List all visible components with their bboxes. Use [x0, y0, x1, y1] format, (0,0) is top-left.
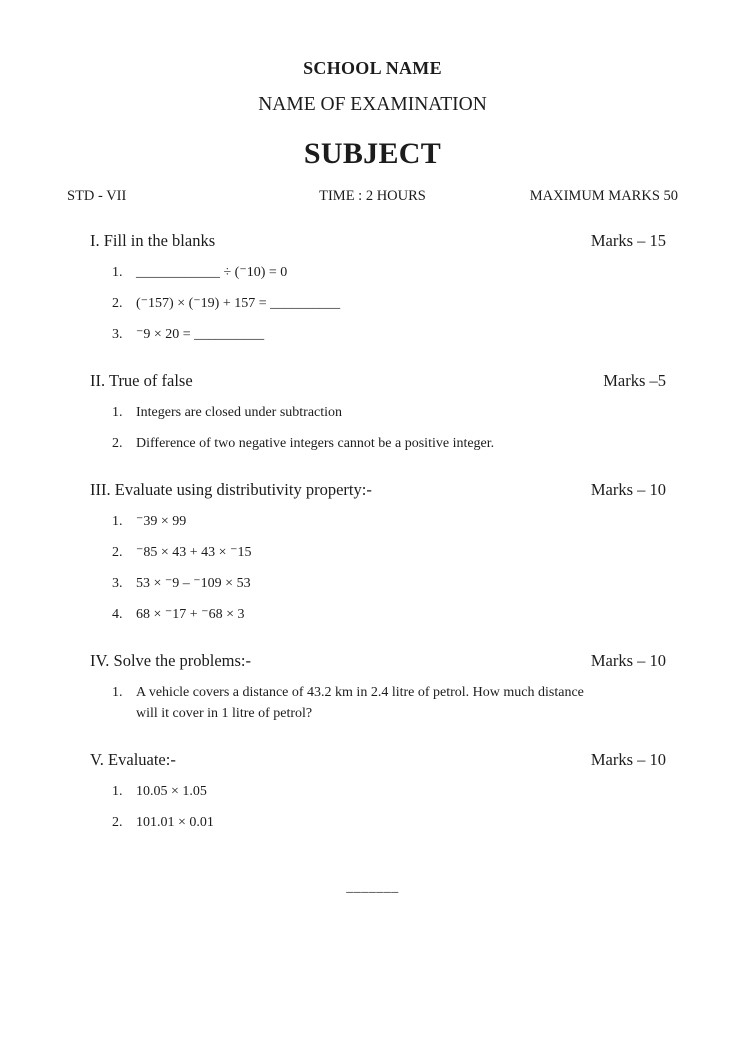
footer-blank-line: _______ [346, 880, 399, 895]
item-number: 1. [112, 514, 123, 529]
question-item [67, 511, 678, 532]
question-section [67, 370, 678, 454]
question-item [67, 682, 678, 724]
item-text: 10.05 × 1.05 [136, 784, 207, 799]
section-title: IV. Solve the problems:- [90, 651, 252, 670]
section-marks: Marks –5 [603, 371, 666, 390]
section-items [67, 402, 678, 454]
item-number: 2. [112, 436, 123, 451]
exam-name: NAME OF EXAMINATION [258, 94, 487, 115]
sections [67, 230, 678, 833]
item-text: A vehicle covers a distance of 43.2 km in 2.4 litre of petrol. How much distance will it cover in 1 litre of petrol? [136, 685, 588, 721]
item-text: ⁻9 × 20 = __________ [136, 327, 265, 342]
section-title: III. Evaluate using distributivity property:- [90, 480, 372, 499]
section-heading-row [67, 650, 678, 672]
item-text: Difference of two negative integers cannot be a positive integer. [136, 436, 495, 451]
item-number: 2. [112, 815, 123, 830]
section-title: II. True of false [90, 371, 193, 390]
section-items [67, 511, 678, 625]
question-item [67, 573, 678, 594]
item-number: 2. [112, 545, 123, 560]
section-title: V. Evaluate:- [90, 750, 176, 769]
question-item [67, 781, 678, 802]
question-section [67, 749, 678, 833]
item-number: 4. [112, 607, 123, 622]
section-heading-row [67, 230, 678, 252]
item-text: (⁻157) × (⁻19) + 157 = __________ [136, 296, 341, 311]
question-section [67, 230, 678, 345]
item-number: 1. [112, 265, 123, 280]
item-text: Integers are closed under subtraction [136, 405, 343, 420]
school-name: SCHOOL NAME [303, 58, 442, 78]
section-marks: Marks – 10 [590, 651, 666, 670]
section-heading-row [67, 749, 678, 771]
question-section [67, 479, 678, 625]
item-number: 3. [112, 327, 123, 342]
std-label: STD - VII [67, 188, 127, 204]
section-heading-row [67, 370, 678, 392]
question-item [67, 604, 678, 625]
max-marks-label: MAXIMUM MARKS 50 [529, 188, 679, 204]
section-items [67, 682, 678, 724]
section-items [67, 262, 678, 345]
item-number: 1. [112, 685, 123, 700]
meta-row [67, 188, 678, 205]
question-item [67, 324, 678, 345]
item-number: 1. [112, 784, 123, 799]
subject-title: SUBJECT [303, 137, 442, 170]
item-number: 3. [112, 576, 123, 591]
item-number: 1. [112, 405, 123, 420]
item-text: 53 × ⁻9 – ⁻109 × 53 [136, 576, 251, 591]
item-text: ____________ ÷ (⁻10) = 0 [136, 265, 288, 280]
item-text: ⁻39 × 99 [136, 514, 187, 529]
item-number: 2. [112, 296, 123, 311]
question-section [67, 650, 678, 724]
section-marks: Marks – 10 [590, 480, 666, 499]
question-item [67, 262, 678, 283]
question-item [67, 433, 678, 454]
item-text: 68 × ⁻17 + ⁻68 × 3 [136, 607, 245, 622]
item-text: 101.01 × 0.01 [136, 815, 214, 830]
section-marks: Marks – 15 [590, 231, 666, 250]
section-heading-row [67, 479, 678, 501]
question-item [67, 293, 678, 314]
time-label: TIME : 2 HOURS [319, 188, 426, 204]
section-marks: Marks – 10 [590, 750, 666, 769]
question-item [67, 402, 678, 423]
section-title: I. Fill in the blanks [90, 231, 216, 250]
question-item [67, 812, 678, 833]
section-items [67, 781, 678, 833]
question-item [67, 542, 678, 563]
item-text: ⁻85 × 43 + 43 × ⁻15 [136, 545, 252, 560]
